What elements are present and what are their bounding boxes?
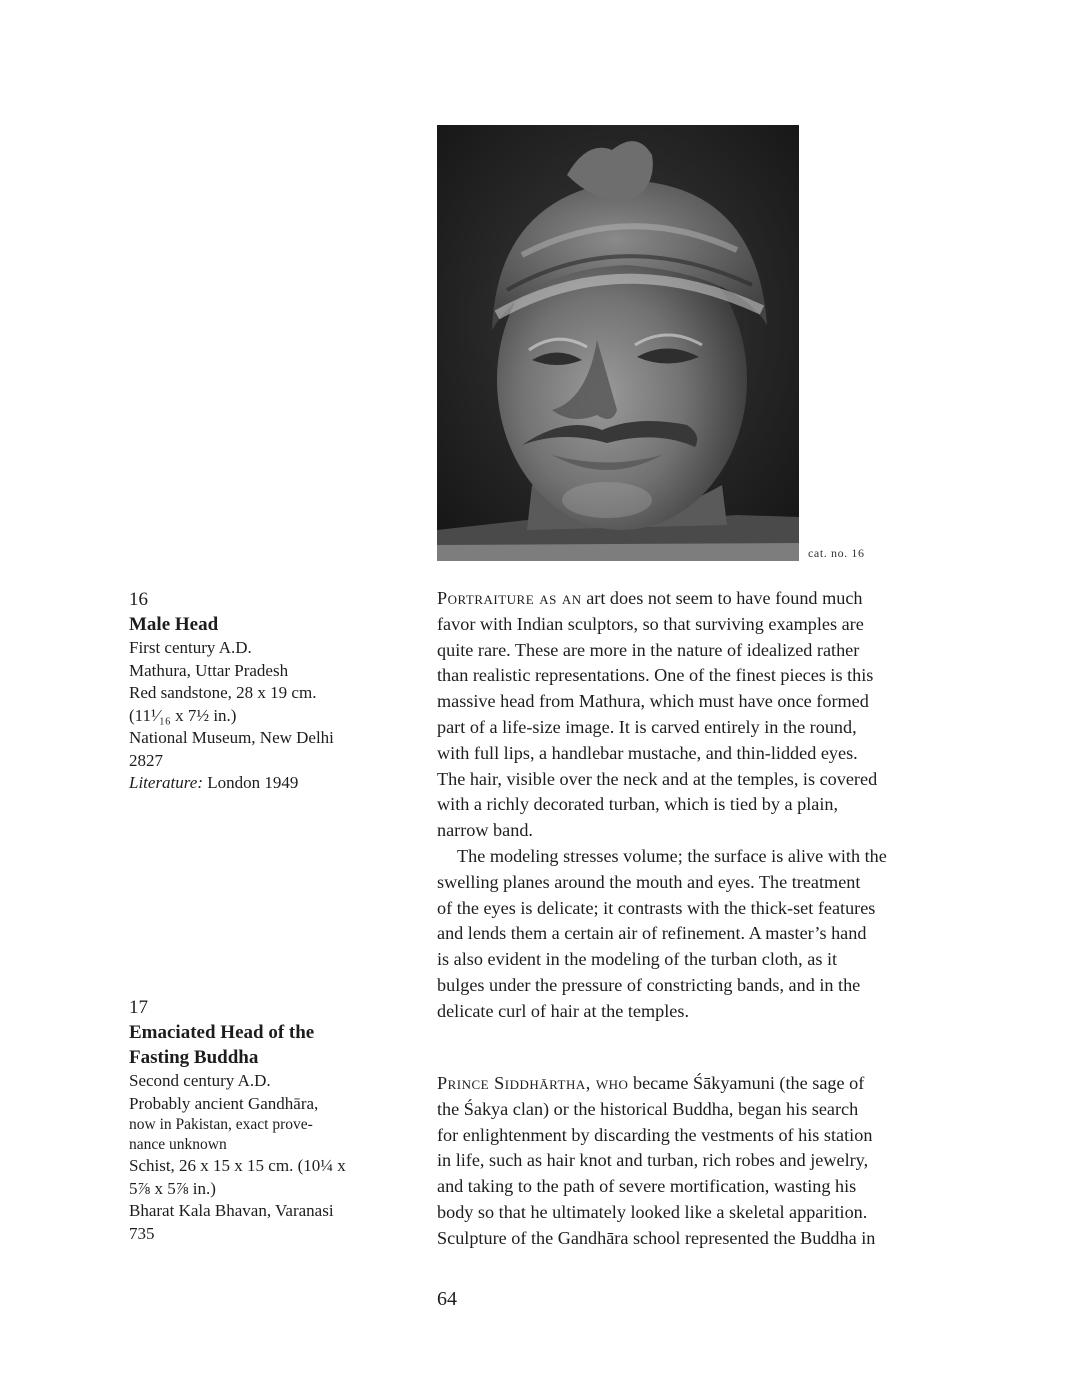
catalog-entry-16: [129, 588, 399, 795]
entry-provenance: Mathura, Uttar Pradesh: [129, 660, 289, 680]
male-head-image: [437, 125, 799, 561]
literature-value: London 1949: [202, 773, 299, 792]
paragraph: [437, 1071, 962, 1252]
entry-provenance: now in Pakistan, exact prove-: [129, 1116, 313, 1133]
page-number: 64: [437, 1288, 457, 1310]
entry-provenance: nance unknown: [129, 1136, 227, 1153]
entry-material: Schist, 26 x 15 x 15 cm. (10¼ x: [129, 1156, 346, 1175]
entry-number: 17: [129, 997, 148, 1018]
photo-caption: cat. no. 16: [808, 546, 865, 560]
paragraph: The modeling stresses volume; the surface is alive with the swelling planes around the mouth and eyes. The treatment of the eyes is delicate; it contrasts with the thick-set features and lends them a certain air of refinement. A master’s hand is also evident in the modeling of the turban cloth, as it bulges under the pressure of constricting bands, and in the delicate curl of hair at the temples.: [437, 845, 887, 1021]
literature-label: Literature:: [129, 773, 203, 792]
lead-in: Prince Siddhārtha, who: [437, 1073, 629, 1093]
entry-title: Male Head: [129, 614, 219, 635]
lead-in: Portraiture as an: [437, 588, 582, 608]
entry-collection: National Museum, New Delhi: [129, 728, 334, 747]
entry-date: Second century A.D.: [129, 1071, 271, 1090]
entry-dimensions: (11¹⁄₁₆ x 7½ in.): [129, 705, 237, 725]
paragraph: [437, 586, 962, 844]
entry-date: First century A.D.: [129, 638, 252, 657]
entry-accession: 735: [129, 1223, 155, 1243]
entry-material: Red sandstone, 28 x 19 cm.: [129, 683, 317, 702]
entry-title-line-1: Emaciated Head of the: [129, 1022, 315, 1043]
entry-provenance: Probably ancient Gandhāra,: [129, 1093, 319, 1113]
paragraph-text: art does not seem to have found much favor with Indian sculptors, so that surviving examples are quite rare. These are more in the nature of idealized rather than realistic representations. One of the finest pieces is this massive head from Mathura, which must have once formed part of a life-size image. It is carved entirely in the round, with full lips, a handlebar mustache, and thin-lidded eyes. The hair, visible over the neck and at the temples, is covered with a richly decorated turban, which is tied by a plain, narrow band.: [437, 588, 878, 841]
entry-accession: 2827: [129, 750, 163, 770]
essay-fasting-buddha: [437, 1071, 962, 1252]
entry-number: 16: [129, 589, 148, 610]
entry-dimensions: 5⅞ x 5⅞ in.): [129, 1178, 216, 1198]
paragraph-text: became Śākyamuni (the sage of the Śakya clan) or the historical Buddha, began his search for enlightenment by discarding the vestments of his station in life, such as hair knot and turban, rich robes and jewelry, and taking to the path of severe mortification, wasting his body so that he ultimately looked like a skeletal apparition. Sculpture of the Gandhāra school represented the Buddha in: [437, 1073, 876, 1248]
entry-collection: Bharat Kala Bhavan, Varanasi: [129, 1201, 334, 1220]
entry-literature: [129, 772, 399, 795]
sculpture-photo: [437, 125, 799, 561]
catalog-entry-17: [129, 996, 399, 1245]
essay-male-head: [437, 586, 962, 1025]
entry-title-line-2: Fasting Buddha: [129, 1047, 259, 1068]
